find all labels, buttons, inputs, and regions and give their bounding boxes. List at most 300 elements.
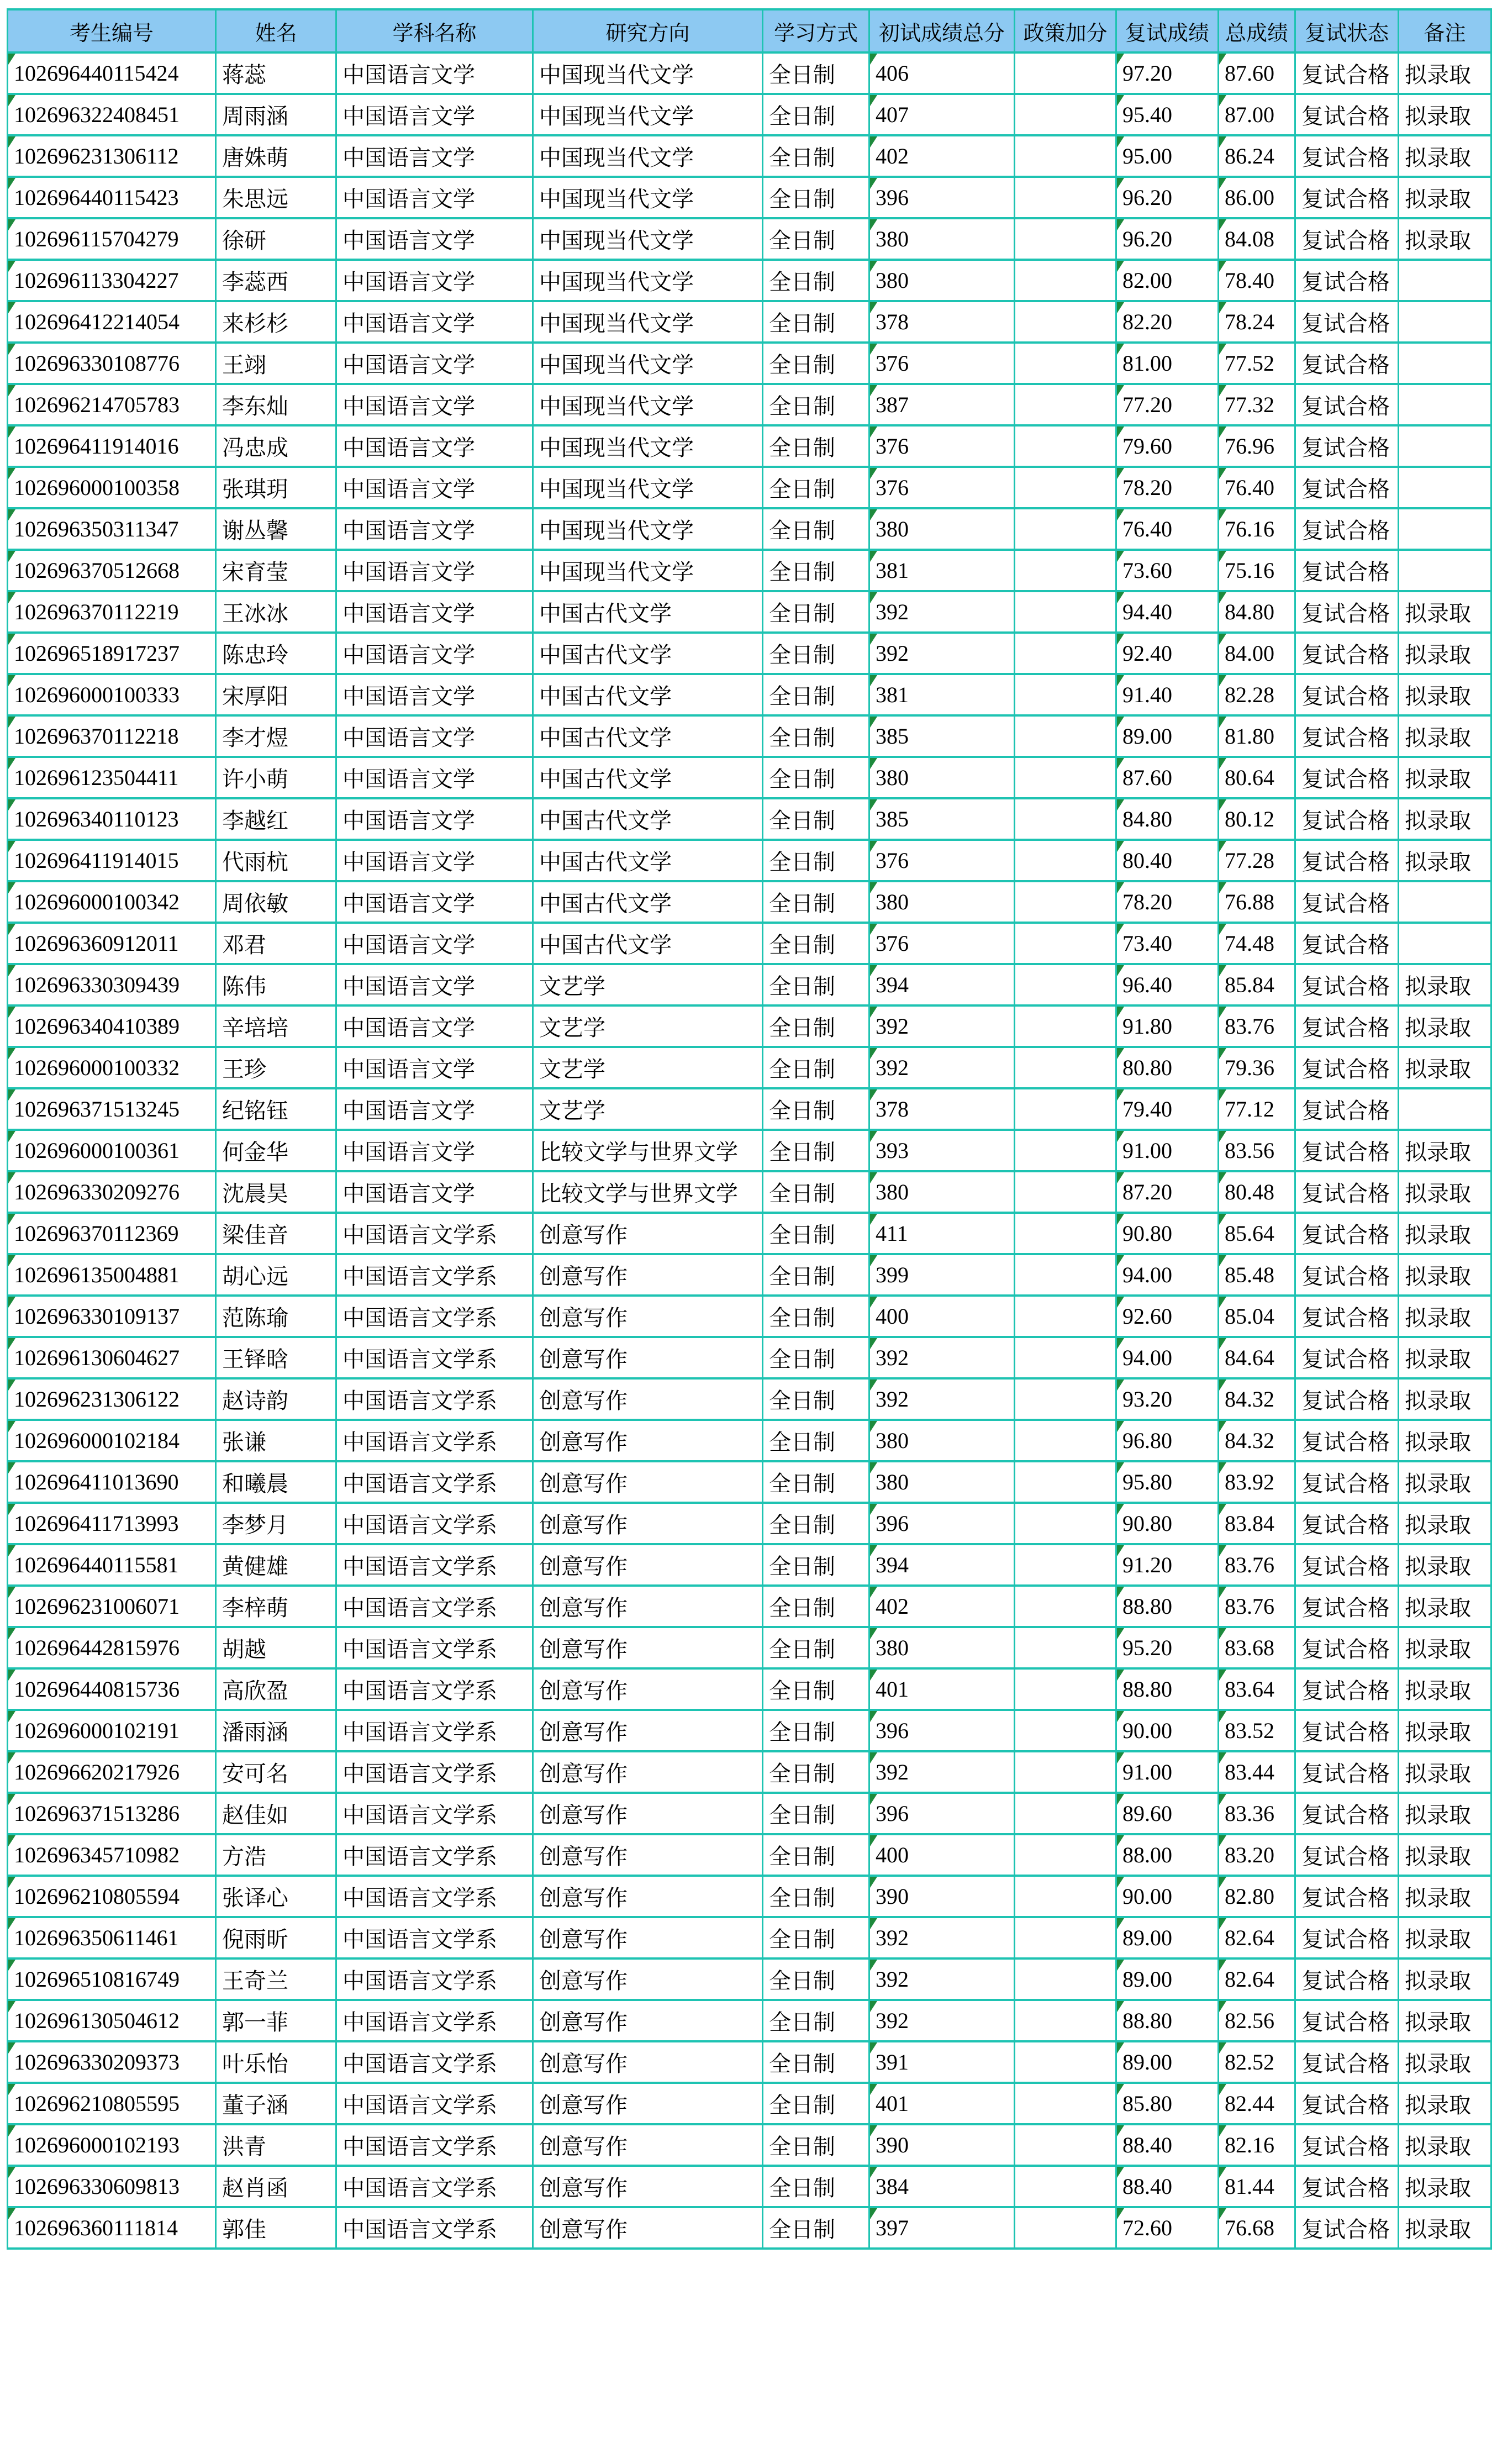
cell-retest_status[interactable] — [1295, 840, 1399, 881]
cell-research_direction[interactable] — [533, 674, 763, 715]
cell-policy_bonus[interactable] — [1015, 1834, 1116, 1876]
cell-study_mode[interactable] — [763, 2000, 869, 2041]
cell-research_direction[interactable] — [533, 1544, 763, 1586]
cell-total_score[interactable] — [1219, 1213, 1295, 1254]
cell-total_score[interactable] — [1219, 715, 1295, 757]
cell-research_direction[interactable] — [533, 1005, 763, 1047]
cell-retest_score[interactable] — [1116, 301, 1219, 343]
cell-policy_bonus[interactable] — [1015, 2207, 1116, 2249]
cell-remark[interactable] — [1399, 1213, 1491, 1254]
cell-retest_score[interactable] — [1116, 1668, 1219, 1710]
cell-subject[interactable] — [336, 260, 533, 301]
cell-subject[interactable] — [336, 757, 533, 798]
cell-research_direction[interactable] — [533, 52, 763, 94]
cell-subject[interactable] — [336, 1917, 533, 1958]
cell-name[interactable] — [216, 1627, 336, 1668]
cell-research_direction[interactable] — [533, 881, 763, 923]
cell-policy_bonus[interactable] — [1015, 881, 1116, 923]
cell-initial_score[interactable] — [869, 1254, 1015, 1296]
cell-initial_score[interactable] — [869, 840, 1015, 881]
cell-name[interactable] — [216, 550, 336, 591]
cell-retest_status[interactable] — [1295, 177, 1399, 218]
cell-research_direction[interactable] — [533, 1834, 763, 1876]
column-header-retest_status[interactable]: 复试状态 — [1295, 9, 1399, 52]
cell-retest_score[interactable] — [1116, 840, 1219, 881]
cell-exam_id[interactable] — [8, 1958, 216, 2000]
cell-name[interactable] — [216, 52, 336, 94]
cell-initial_score[interactable] — [869, 1503, 1015, 1544]
cell-subject[interactable] — [336, 343, 533, 384]
cell-initial_score[interactable] — [869, 715, 1015, 757]
cell-initial_score[interactable] — [869, 1130, 1015, 1171]
cell-retest_status[interactable] — [1295, 1005, 1399, 1047]
cell-initial_score[interactable] — [869, 2000, 1015, 2041]
cell-remark[interactable] — [1399, 384, 1491, 425]
cell-remark[interactable] — [1399, 1378, 1491, 1420]
cell-subject[interactable] — [336, 798, 533, 840]
cell-remark[interactable] — [1399, 343, 1491, 384]
cell-study_mode[interactable] — [763, 2083, 869, 2124]
cell-exam_id[interactable] — [8, 177, 216, 218]
cell-subject[interactable] — [336, 964, 533, 1005]
cell-retest_status[interactable] — [1295, 467, 1399, 508]
cell-name[interactable] — [216, 2083, 336, 2124]
cell-total_score[interactable] — [1219, 798, 1295, 840]
cell-policy_bonus[interactable] — [1015, 135, 1116, 177]
cell-retest_score[interactable] — [1116, 1958, 1219, 2000]
cell-policy_bonus[interactable] — [1015, 674, 1116, 715]
cell-exam_id[interactable] — [8, 1213, 216, 1254]
cell-total_score[interactable] — [1219, 1171, 1295, 1213]
cell-initial_score[interactable] — [869, 674, 1015, 715]
cell-initial_score[interactable] — [869, 798, 1015, 840]
cell-retest_status[interactable] — [1295, 1876, 1399, 1917]
cell-subject[interactable] — [336, 1296, 533, 1337]
cell-name[interactable] — [216, 2041, 336, 2083]
cell-retest_score[interactable] — [1116, 2166, 1219, 2207]
cell-initial_score[interactable] — [869, 1296, 1015, 1337]
cell-policy_bonus[interactable] — [1015, 1420, 1116, 1461]
cell-study_mode[interactable] — [763, 1958, 869, 2000]
cell-exam_id[interactable] — [8, 218, 216, 260]
cell-research_direction[interactable] — [533, 1337, 763, 1378]
cell-subject[interactable] — [336, 1213, 533, 1254]
cell-research_direction[interactable] — [533, 715, 763, 757]
cell-subject[interactable] — [336, 2083, 533, 2124]
cell-exam_id[interactable] — [8, 1337, 216, 1378]
cell-retest_status[interactable] — [1295, 1586, 1399, 1627]
cell-retest_status[interactable] — [1295, 1047, 1399, 1088]
cell-research_direction[interactable] — [533, 1254, 763, 1296]
cell-policy_bonus[interactable] — [1015, 1213, 1116, 1254]
cell-retest_score[interactable] — [1116, 1793, 1219, 1834]
cell-exam_id[interactable] — [8, 1834, 216, 1876]
cell-name[interactable] — [216, 1254, 336, 1296]
cell-policy_bonus[interactable] — [1015, 923, 1116, 964]
cell-research_direction[interactable] — [533, 1130, 763, 1171]
cell-retest_status[interactable] — [1295, 1958, 1399, 2000]
cell-name[interactable] — [216, 218, 336, 260]
cell-study_mode[interactable] — [763, 467, 869, 508]
cell-subject[interactable] — [336, 1378, 533, 1420]
cell-study_mode[interactable] — [763, 798, 869, 840]
cell-name[interactable] — [216, 1420, 336, 1461]
cell-research_direction[interactable] — [533, 2041, 763, 2083]
cell-study_mode[interactable] — [763, 1544, 869, 1586]
cell-retest_status[interactable] — [1295, 1420, 1399, 1461]
cell-exam_id[interactable] — [8, 1254, 216, 1296]
cell-remark[interactable] — [1399, 1544, 1491, 1586]
cell-exam_id[interactable] — [8, 591, 216, 633]
cell-retest_score[interactable] — [1116, 550, 1219, 591]
cell-initial_score[interactable] — [869, 2207, 1015, 2249]
cell-total_score[interactable] — [1219, 633, 1295, 674]
cell-subject[interactable] — [336, 52, 533, 94]
cell-retest_score[interactable] — [1116, 135, 1219, 177]
cell-remark[interactable] — [1399, 1876, 1491, 1917]
cell-retest_score[interactable] — [1116, 1378, 1219, 1420]
cell-remark[interactable] — [1399, 1627, 1491, 1668]
cell-name[interactable] — [216, 1710, 336, 1751]
cell-name[interactable] — [216, 1047, 336, 1088]
cell-remark[interactable] — [1399, 1296, 1491, 1337]
cell-total_score[interactable] — [1219, 1710, 1295, 1751]
cell-name[interactable] — [216, 1503, 336, 1544]
cell-study_mode[interactable] — [763, 1171, 869, 1213]
cell-research_direction[interactable] — [533, 2000, 763, 2041]
cell-policy_bonus[interactable] — [1015, 467, 1116, 508]
cell-exam_id[interactable] — [8, 1088, 216, 1130]
cell-name[interactable] — [216, 1171, 336, 1213]
cell-research_direction[interactable] — [533, 301, 763, 343]
cell-name[interactable] — [216, 1958, 336, 2000]
cell-retest_score[interactable] — [1116, 94, 1219, 135]
cell-retest_score[interactable] — [1116, 881, 1219, 923]
cell-name[interactable] — [216, 1378, 336, 1420]
cell-remark[interactable] — [1399, 2083, 1491, 2124]
cell-retest_score[interactable] — [1116, 1130, 1219, 1171]
cell-initial_score[interactable] — [869, 633, 1015, 674]
cell-retest_status[interactable] — [1295, 798, 1399, 840]
cell-remark[interactable] — [1399, 1337, 1491, 1378]
cell-retest_status[interactable] — [1295, 1503, 1399, 1544]
cell-initial_score[interactable] — [869, 1668, 1015, 1710]
cell-retest_score[interactable] — [1116, 2124, 1219, 2166]
column-header-retest_score[interactable]: 复试成绩 — [1116, 9, 1219, 52]
cell-retest_status[interactable] — [1295, 425, 1399, 467]
cell-initial_score[interactable] — [869, 550, 1015, 591]
cell-subject[interactable] — [336, 2166, 533, 2207]
cell-remark[interactable] — [1399, 301, 1491, 343]
cell-retest_status[interactable] — [1295, 2041, 1399, 2083]
cell-subject[interactable] — [336, 1668, 533, 1710]
cell-name[interactable] — [216, 425, 336, 467]
cell-subject[interactable] — [336, 384, 533, 425]
cell-remark[interactable] — [1399, 2041, 1491, 2083]
cell-total_score[interactable] — [1219, 1503, 1295, 1544]
cell-policy_bonus[interactable] — [1015, 2083, 1116, 2124]
cell-exam_id[interactable] — [8, 1296, 216, 1337]
cell-research_direction[interactable] — [533, 1461, 763, 1503]
cell-exam_id[interactable] — [8, 1586, 216, 1627]
cell-remark[interactable] — [1399, 1005, 1491, 1047]
cell-name[interactable] — [216, 964, 336, 1005]
cell-exam_id[interactable] — [8, 425, 216, 467]
cell-policy_bonus[interactable] — [1015, 425, 1116, 467]
cell-initial_score[interactable] — [869, 218, 1015, 260]
cell-total_score[interactable] — [1219, 1876, 1295, 1917]
cell-retest_score[interactable] — [1116, 218, 1219, 260]
cell-retest_status[interactable] — [1295, 343, 1399, 384]
cell-exam_id[interactable] — [8, 674, 216, 715]
cell-research_direction[interactable] — [533, 840, 763, 881]
cell-name[interactable] — [216, 1876, 336, 1917]
cell-research_direction[interactable] — [533, 1088, 763, 1130]
cell-subject[interactable] — [336, 1171, 533, 1213]
cell-retest_status[interactable] — [1295, 881, 1399, 923]
cell-study_mode[interactable] — [763, 1710, 869, 1751]
cell-retest_status[interactable] — [1295, 1627, 1399, 1668]
cell-subject[interactable] — [336, 1254, 533, 1296]
cell-study_mode[interactable] — [763, 177, 869, 218]
cell-retest_status[interactable] — [1295, 1710, 1399, 1751]
cell-exam_id[interactable] — [8, 715, 216, 757]
cell-name[interactable] — [216, 840, 336, 881]
cell-initial_score[interactable] — [869, 1710, 1015, 1751]
cell-exam_id[interactable] — [8, 964, 216, 1005]
cell-retest_score[interactable] — [1116, 1047, 1219, 1088]
cell-retest_status[interactable] — [1295, 2166, 1399, 2207]
cell-remark[interactable] — [1399, 840, 1491, 881]
cell-research_direction[interactable] — [533, 1213, 763, 1254]
cell-policy_bonus[interactable] — [1015, 94, 1116, 135]
cell-name[interactable] — [216, 1917, 336, 1958]
cell-name[interactable] — [216, 1337, 336, 1378]
cell-retest_score[interactable] — [1116, 1296, 1219, 1337]
cell-remark[interactable] — [1399, 94, 1491, 135]
cell-exam_id[interactable] — [8, 2083, 216, 2124]
cell-retest_score[interactable] — [1116, 467, 1219, 508]
cell-subject[interactable] — [336, 881, 533, 923]
cell-retest_score[interactable] — [1116, 508, 1219, 550]
cell-retest_status[interactable] — [1295, 218, 1399, 260]
cell-policy_bonus[interactable] — [1015, 218, 1116, 260]
cell-retest_status[interactable] — [1295, 1793, 1399, 1834]
cell-subject[interactable] — [336, 1586, 533, 1627]
cell-study_mode[interactable] — [763, 1420, 869, 1461]
cell-name[interactable] — [216, 177, 336, 218]
cell-initial_score[interactable] — [869, 2041, 1015, 2083]
cell-initial_score[interactable] — [869, 135, 1015, 177]
cell-policy_bonus[interactable] — [1015, 1668, 1116, 1710]
cell-subject[interactable] — [336, 633, 533, 674]
column-header-remark[interactable]: 备注 — [1399, 9, 1491, 52]
cell-retest_status[interactable] — [1295, 1378, 1399, 1420]
cell-retest_score[interactable] — [1116, 2000, 1219, 2041]
cell-subject[interactable] — [336, 923, 533, 964]
cell-remark[interactable] — [1399, 633, 1491, 674]
cell-total_score[interactable] — [1219, 1586, 1295, 1627]
cell-exam_id[interactable] — [8, 2124, 216, 2166]
cell-initial_score[interactable] — [869, 425, 1015, 467]
cell-remark[interactable] — [1399, 1420, 1491, 1461]
cell-exam_id[interactable] — [8, 2207, 216, 2249]
cell-initial_score[interactable] — [869, 2083, 1015, 2124]
cell-total_score[interactable] — [1219, 923, 1295, 964]
cell-name[interactable] — [216, 94, 336, 135]
cell-retest_status[interactable] — [1295, 1213, 1399, 1254]
cell-initial_score[interactable] — [869, 1005, 1015, 1047]
cell-study_mode[interactable] — [763, 923, 869, 964]
cell-name[interactable] — [216, 1586, 336, 1627]
cell-policy_bonus[interactable] — [1015, 2000, 1116, 2041]
cell-retest_score[interactable] — [1116, 1710, 1219, 1751]
cell-policy_bonus[interactable] — [1015, 1586, 1116, 1627]
cell-total_score[interactable] — [1219, 881, 1295, 923]
cell-total_score[interactable] — [1219, 52, 1295, 94]
cell-remark[interactable] — [1399, 1793, 1491, 1834]
cell-name[interactable] — [216, 798, 336, 840]
cell-retest_status[interactable] — [1295, 260, 1399, 301]
cell-retest_score[interactable] — [1116, 384, 1219, 425]
cell-initial_score[interactable] — [869, 2166, 1015, 2207]
cell-subject[interactable] — [336, 840, 533, 881]
cell-total_score[interactable] — [1219, 384, 1295, 425]
cell-subject[interactable] — [336, 425, 533, 467]
cell-name[interactable] — [216, 757, 336, 798]
cell-subject[interactable] — [336, 1710, 533, 1751]
cell-retest_score[interactable] — [1116, 2083, 1219, 2124]
cell-retest_status[interactable] — [1295, 135, 1399, 177]
cell-exam_id[interactable] — [8, 2000, 216, 2041]
cell-initial_score[interactable] — [869, 2124, 1015, 2166]
cell-study_mode[interactable] — [763, 715, 869, 757]
cell-retest_status[interactable] — [1295, 1544, 1399, 1586]
cell-retest_status[interactable] — [1295, 1254, 1399, 1296]
cell-subject[interactable] — [336, 467, 533, 508]
cell-research_direction[interactable] — [533, 1958, 763, 2000]
cell-exam_id[interactable] — [8, 1461, 216, 1503]
cell-total_score[interactable] — [1219, 1751, 1295, 1793]
cell-policy_bonus[interactable] — [1015, 1088, 1116, 1130]
cell-policy_bonus[interactable] — [1015, 840, 1116, 881]
cell-policy_bonus[interactable] — [1015, 1958, 1116, 2000]
cell-initial_score[interactable] — [869, 177, 1015, 218]
cell-name[interactable] — [216, 301, 336, 343]
cell-retest_status[interactable] — [1295, 301, 1399, 343]
cell-name[interactable] — [216, 1088, 336, 1130]
cell-study_mode[interactable] — [763, 52, 869, 94]
cell-study_mode[interactable] — [763, 550, 869, 591]
cell-initial_score[interactable] — [869, 384, 1015, 425]
cell-initial_score[interactable] — [869, 1213, 1015, 1254]
cell-retest_score[interactable] — [1116, 1503, 1219, 1544]
cell-research_direction[interactable] — [533, 1420, 763, 1461]
cell-initial_score[interactable] — [869, 964, 1015, 1005]
cell-study_mode[interactable] — [763, 840, 869, 881]
cell-total_score[interactable] — [1219, 2083, 1295, 2124]
cell-research_direction[interactable] — [533, 177, 763, 218]
cell-subject[interactable] — [336, 1751, 533, 1793]
cell-initial_score[interactable] — [869, 1834, 1015, 1876]
cell-total_score[interactable] — [1219, 550, 1295, 591]
cell-total_score[interactable] — [1219, 260, 1295, 301]
cell-total_score[interactable] — [1219, 1337, 1295, 1378]
cell-retest_score[interactable] — [1116, 1254, 1219, 1296]
cell-subject[interactable] — [336, 2000, 533, 2041]
cell-policy_bonus[interactable] — [1015, 798, 1116, 840]
cell-retest_score[interactable] — [1116, 52, 1219, 94]
cell-name[interactable] — [216, 674, 336, 715]
cell-remark[interactable] — [1399, 798, 1491, 840]
cell-exam_id[interactable] — [8, 1420, 216, 1461]
cell-name[interactable] — [216, 2166, 336, 2207]
cell-subject[interactable] — [336, 218, 533, 260]
cell-remark[interactable] — [1399, 1710, 1491, 1751]
cell-research_direction[interactable] — [533, 1876, 763, 1917]
cell-retest_status[interactable] — [1295, 715, 1399, 757]
cell-policy_bonus[interactable] — [1015, 633, 1116, 674]
cell-exam_id[interactable] — [8, 1710, 216, 1751]
cell-retest_score[interactable] — [1116, 1420, 1219, 1461]
cell-initial_score[interactable] — [869, 508, 1015, 550]
cell-total_score[interactable] — [1219, 343, 1295, 384]
cell-initial_score[interactable] — [869, 1958, 1015, 2000]
cell-subject[interactable] — [336, 674, 533, 715]
cell-research_direction[interactable] — [533, 467, 763, 508]
cell-retest_score[interactable] — [1116, 1213, 1219, 1254]
cell-retest_score[interactable] — [1116, 757, 1219, 798]
cell-subject[interactable] — [336, 1005, 533, 1047]
cell-total_score[interactable] — [1219, 1958, 1295, 2000]
cell-study_mode[interactable] — [763, 1254, 869, 1296]
cell-study_mode[interactable] — [763, 1088, 869, 1130]
cell-policy_bonus[interactable] — [1015, 1337, 1116, 1378]
cell-research_direction[interactable] — [533, 94, 763, 135]
cell-total_score[interactable] — [1219, 1088, 1295, 1130]
cell-name[interactable] — [216, 1005, 336, 1047]
cell-policy_bonus[interactable] — [1015, 1296, 1116, 1337]
cell-total_score[interactable] — [1219, 177, 1295, 218]
column-header-subject[interactable]: 学科名称 — [336, 9, 533, 52]
cell-remark[interactable] — [1399, 135, 1491, 177]
cell-research_direction[interactable] — [533, 1627, 763, 1668]
cell-policy_bonus[interactable] — [1015, 2166, 1116, 2207]
cell-retest_status[interactable] — [1295, 52, 1399, 94]
cell-study_mode[interactable] — [763, 591, 869, 633]
cell-study_mode[interactable] — [763, 881, 869, 923]
cell-name[interactable] — [216, 591, 336, 633]
cell-policy_bonus[interactable] — [1015, 177, 1116, 218]
cell-total_score[interactable] — [1219, 1834, 1295, 1876]
cell-exam_id[interactable] — [8, 467, 216, 508]
cell-study_mode[interactable] — [763, 964, 869, 1005]
cell-study_mode[interactable] — [763, 343, 869, 384]
cell-retest_score[interactable] — [1116, 964, 1219, 1005]
cell-remark[interactable] — [1399, 260, 1491, 301]
cell-retest_status[interactable] — [1295, 94, 1399, 135]
cell-retest_score[interactable] — [1116, 633, 1219, 674]
cell-research_direction[interactable] — [533, 798, 763, 840]
cell-retest_status[interactable] — [1295, 1171, 1399, 1213]
cell-remark[interactable] — [1399, 757, 1491, 798]
cell-subject[interactable] — [336, 135, 533, 177]
cell-remark[interactable] — [1399, 1171, 1491, 1213]
cell-initial_score[interactable] — [869, 757, 1015, 798]
cell-remark[interactable] — [1399, 467, 1491, 508]
cell-retest_status[interactable] — [1295, 923, 1399, 964]
cell-total_score[interactable] — [1219, 1627, 1295, 1668]
